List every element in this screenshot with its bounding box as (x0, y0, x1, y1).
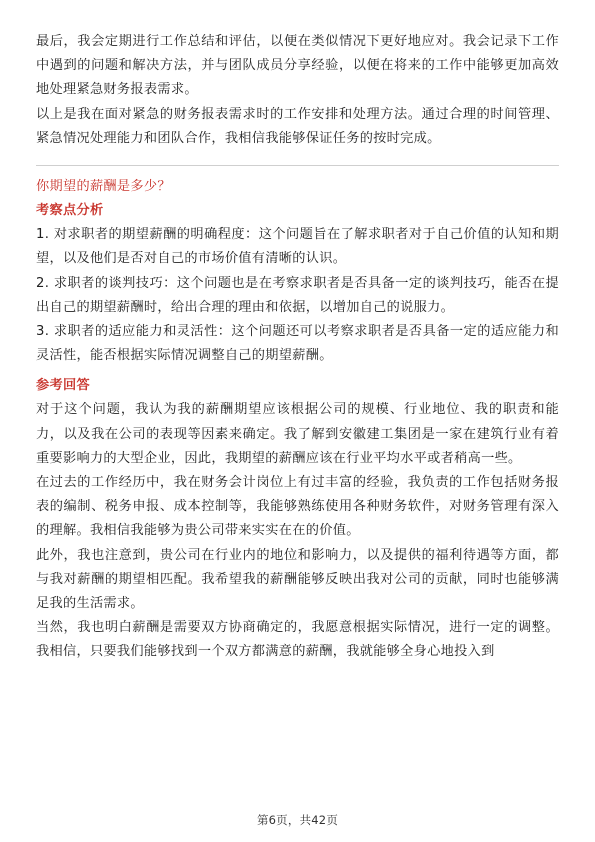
analysis-item: 2. 求职者的谈判技巧：这个问题也是在考察求职者是否具备一定的谈判技巧，能否在提出自己的期望薪酬时，给出合理的理由和依据，以增加自己的说服力。 (36, 275, 559, 315)
intro-paragraph: 最后，我会定期进行工作总结和评估，以便在类似情况下更好地应对。我会记录下工作中遇到的问题和解决方法，并与团队成员分享经验，以便在将来的工作中能够更加高效地处理紧急财务报表需求。 (36, 34, 559, 98)
answer-paragraph: 对于这个问题，我认为我的薪酬期望应该根据公司的规模、行业地位、我的职责和能力，以及我在公司的表现等因素来确定。我了解到安徽建工集团是一家在建筑行业有着重要影响力的大型企业，因此，我期望的薪酬应该在行业平均水平或者稍高一些。 (36, 402, 559, 466)
page-number: 第6页，共42页 (256, 813, 339, 827)
analysis-item: 1. 对求职者的期望薪酬的明确程度：这个问题旨在了解求职者对于自己价值的认知和期望，以及他们是否对自己的市场价值有清晰的认识。 (36, 227, 559, 267)
question-title: 你期望的薪酬是多少？ (36, 179, 171, 195)
answer-body (36, 398, 559, 664)
section-divider (36, 165, 559, 166)
intro-section (36, 30, 559, 151)
analysis-heading: 考察点分析 (36, 203, 104, 219)
answer-paragraph: 此外，我也注意到，贵公司在行业内的地位和影响力，以及提供的福利待遇等方面，都与我对薪酬的期望相匹配。我希望我的薪酬能够反映出我对公司的贡献，同时也能够满足我的生活需求。 (36, 547, 559, 612)
analysis-list (36, 223, 559, 368)
answer-heading: 参考回答 (36, 378, 90, 394)
analysis-item: 3. 求职者的适应能力和灵活性：这个问题还可以考察求职者是否具备一定的适应能力和灵活性，能否根据实际情况调整自己的期望薪酬。 (36, 324, 559, 364)
page-content (36, 30, 559, 665)
answer-paragraph: 在过去的工作经历中，我在财务会计岗位上有过丰富的经验，我负责的工作包括财务报表的编制、税务申报、成本控制等，我能够熟练使用各种财务软件，对财务管理有深入的理解。我相信我能够为贵公司带来实实在在的价值。 (36, 475, 559, 539)
intro-paragraph: 以上是我在面对紧急的财务报表需求时的工作安排和处理方法。通过合理的时间管理、紧急情况处理能力和团队合作，我相信我能够保证任务的按时完成。 (36, 106, 559, 146)
answer-paragraph: 当然，我也明白薪酬是需要双方协商确定的，我愿意根据实际情况，进行一定的调整。我相信，只要我们能够找到一个双方都满意的薪酬，我就能够全身心地投入到 (36, 620, 559, 660)
